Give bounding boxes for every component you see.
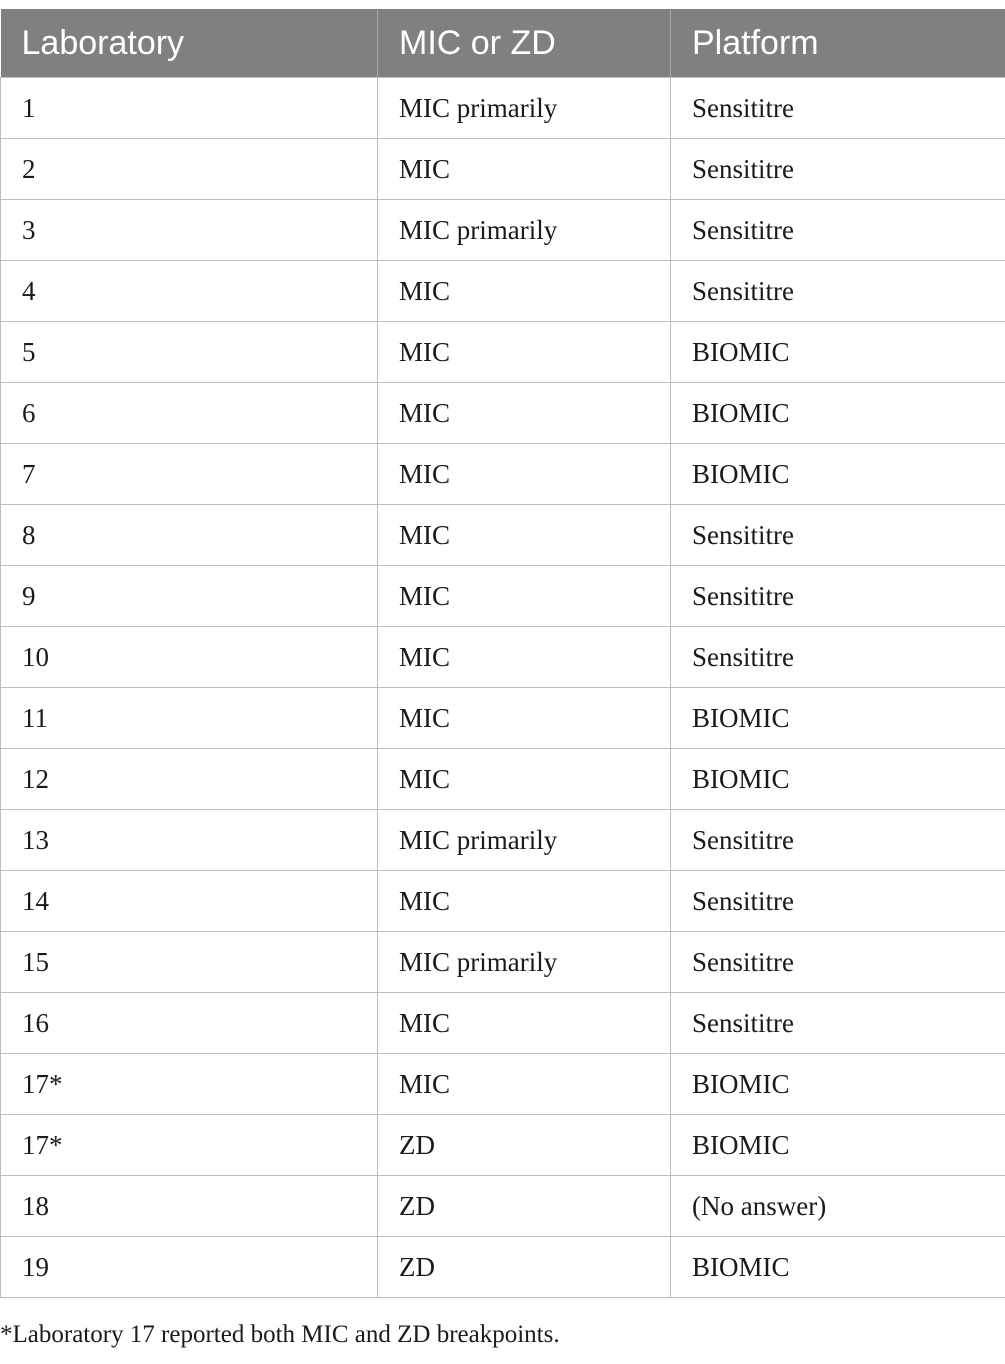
mic-or-zd-cell: ZD bbox=[378, 1176, 671, 1237]
table-row bbox=[1, 993, 1005, 1054]
table-row bbox=[1, 322, 1005, 383]
laboratory-cell: 8 bbox=[1, 505, 378, 566]
column-header-platform: Platform bbox=[671, 9, 1005, 78]
mic-or-zd-cell: MIC bbox=[378, 1054, 671, 1115]
laboratory-cell: 15 bbox=[1, 932, 378, 993]
mic-or-zd-cell: MIC bbox=[378, 627, 671, 688]
platform-cell: Sensititre bbox=[671, 200, 1005, 261]
laboratory-cell: 12 bbox=[1, 749, 378, 810]
table-body bbox=[1, 78, 1005, 1298]
mic-or-zd-cell: MIC bbox=[378, 688, 671, 749]
laboratory-cell: 5 bbox=[1, 322, 378, 383]
mic-or-zd-cell: MIC bbox=[378, 505, 671, 566]
mic-or-zd-cell: ZD bbox=[378, 1115, 671, 1176]
platform-cell: Sensititre bbox=[671, 993, 1005, 1054]
platform-cell: Sensititre bbox=[671, 505, 1005, 566]
column-header-mic-or-zd: MIC or ZD bbox=[378, 9, 671, 78]
table-row bbox=[1, 1176, 1005, 1237]
mic-or-zd-cell: MIC bbox=[378, 749, 671, 810]
table-row bbox=[1, 1237, 1005, 1298]
table-row bbox=[1, 932, 1005, 993]
mic-or-zd-cell: MIC bbox=[378, 871, 671, 932]
mic-or-zd-cell: MIC primarily bbox=[378, 200, 671, 261]
platform-cell: Sensititre bbox=[671, 139, 1005, 200]
laboratory-cell: 17* bbox=[1, 1115, 378, 1176]
table-row bbox=[1, 444, 1005, 505]
laboratory-cell: 13 bbox=[1, 810, 378, 871]
laboratory-cell: 3 bbox=[1, 200, 378, 261]
table-row bbox=[1, 566, 1005, 627]
table-row bbox=[1, 383, 1005, 444]
platform-cell: (No answer) bbox=[671, 1176, 1005, 1237]
platform-cell: Sensititre bbox=[671, 810, 1005, 871]
platform-cell: BIOMIC bbox=[671, 444, 1005, 505]
laboratory-cell: 9 bbox=[1, 566, 378, 627]
laboratory-cell: 1 bbox=[1, 78, 378, 139]
mic-or-zd-cell: MIC bbox=[378, 444, 671, 505]
table-row bbox=[1, 200, 1005, 261]
mic-or-zd-cell: MIC bbox=[378, 139, 671, 200]
table-row bbox=[1, 627, 1005, 688]
platform-cell: Sensititre bbox=[671, 871, 1005, 932]
table-footnote: *Laboratory 17 reported both MIC and ZD breakpoints. bbox=[0, 1321, 560, 1348]
platform-cell: Sensititre bbox=[671, 566, 1005, 627]
laboratory-cell: 11 bbox=[1, 688, 378, 749]
table-row bbox=[1, 139, 1005, 200]
mic-or-zd-cell: MIC bbox=[378, 566, 671, 627]
platform-cell: Sensititre bbox=[671, 932, 1005, 993]
laboratory-cell: 19 bbox=[1, 1237, 378, 1298]
mic-or-zd-cell: MIC primarily bbox=[378, 932, 671, 993]
table-row bbox=[1, 810, 1005, 871]
platform-cell: BIOMIC bbox=[671, 749, 1005, 810]
laboratory-cell: 7 bbox=[1, 444, 378, 505]
laboratory-cell: 6 bbox=[1, 383, 378, 444]
laboratory-cell: 2 bbox=[1, 139, 378, 200]
platform-cell: BIOMIC bbox=[671, 1054, 1005, 1115]
laboratory-cell: 14 bbox=[1, 871, 378, 932]
table-row bbox=[1, 261, 1005, 322]
platform-cell: BIOMIC bbox=[671, 1237, 1005, 1298]
mic-or-zd-cell: ZD bbox=[378, 1237, 671, 1298]
mic-or-zd-cell: MIC primarily bbox=[378, 810, 671, 871]
table-row bbox=[1, 1115, 1005, 1176]
mic-or-zd-cell: MIC bbox=[378, 322, 671, 383]
table-row bbox=[1, 78, 1005, 139]
platform-cell: Sensititre bbox=[671, 627, 1005, 688]
mic-or-zd-cell: MIC primarily bbox=[378, 78, 671, 139]
table-row bbox=[1, 505, 1005, 566]
table-header-row bbox=[1, 9, 1005, 78]
platform-cell: BIOMIC bbox=[671, 322, 1005, 383]
mic-or-zd-cell: MIC bbox=[378, 383, 671, 444]
mic-or-zd-cell: MIC bbox=[378, 261, 671, 322]
platform-cell: Sensititre bbox=[671, 78, 1005, 139]
laboratory-cell: 10 bbox=[1, 627, 378, 688]
mic-or-zd-cell: MIC bbox=[378, 993, 671, 1054]
laboratory-cell: 17* bbox=[1, 1054, 378, 1115]
table-row bbox=[1, 871, 1005, 932]
table-row bbox=[1, 688, 1005, 749]
table-row bbox=[1, 1054, 1005, 1115]
platform-cell: BIOMIC bbox=[671, 688, 1005, 749]
platform-cell: BIOMIC bbox=[671, 383, 1005, 444]
platform-cell: BIOMIC bbox=[671, 1115, 1005, 1176]
column-header-laboratory: Laboratory bbox=[1, 9, 378, 78]
laboratory-table bbox=[0, 9, 1005, 1298]
platform-cell: Sensititre bbox=[671, 261, 1005, 322]
laboratory-cell: 4 bbox=[1, 261, 378, 322]
table-row bbox=[1, 749, 1005, 810]
laboratory-cell: 16 bbox=[1, 993, 378, 1054]
laboratory-cell: 18 bbox=[1, 1176, 378, 1237]
